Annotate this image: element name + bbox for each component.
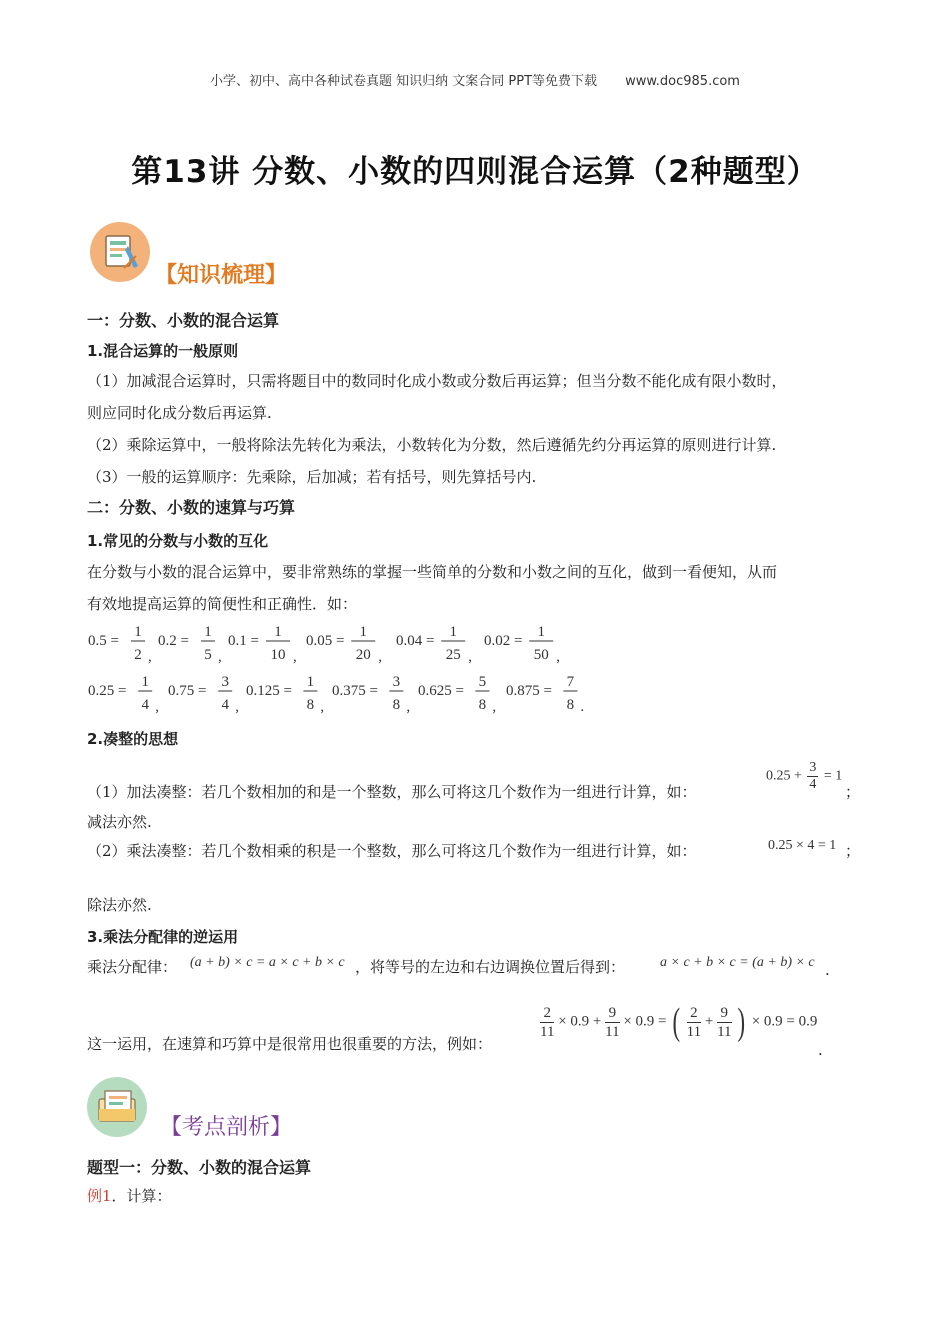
- example-equation: [540, 1003, 817, 1041]
- rule-1-line-a: （1）加减混合运算时，只需将题目中的数同时化成小数或分数后再运算；但当分数不能化成有限小数时，: [87, 372, 787, 390]
- example-left-paren: (: [672, 1001, 681, 1043]
- page-title: 第13讲 分数、小数的四则混合运算（2种题型）: [131, 154, 819, 190]
- example-mult-1: × 0.9 +: [558, 1013, 602, 1030]
- conversion-numerator-2-6: 7: [566, 674, 575, 690]
- example-1-text: ．计算：: [111, 1187, 172, 1205]
- conversion-denominator-2-6: 8: [566, 697, 575, 713]
- period-2: .: [818, 1041, 823, 1059]
- conversion-numerator-2-3: 1: [306, 674, 315, 690]
- conversion-decimal-2-4: 0.375 =: [332, 683, 378, 699]
- conversion-numerator-1-5: 1: [449, 624, 457, 640]
- conversion-decimal-2-3: 0.125 =: [246, 683, 292, 699]
- conversion-punct-2-5: ,: [492, 699, 497, 715]
- reversed-distributive-equation: a × c + b × c = (a + b) × c: [660, 955, 815, 970]
- subheading-rounding: 2.凑整的思想: [87, 730, 179, 748]
- conversion-denominator-1-6: 50: [533, 647, 549, 663]
- example-numerator-2: 9: [605, 1004, 619, 1023]
- intro-line-b: 有效地提高运算的简便性和正确性．如：: [87, 595, 358, 613]
- addition-example-equation: [766, 760, 842, 793]
- semicolon-2: ；: [845, 842, 861, 860]
- conversion-decimal-2-1: 0.25 =: [88, 683, 127, 699]
- conversion-denominator-2-4: 8: [392, 697, 401, 713]
- conversion-decimal-1-2: 0.2 =: [158, 633, 189, 649]
- conversion-numerator-1-1: 1: [134, 624, 142, 640]
- example-right-paren: ): [737, 1001, 746, 1043]
- conversion-decimal-1-3: 0.1 =: [228, 633, 259, 649]
- conversion-decimal-1-6: 0.02 =: [484, 633, 523, 649]
- conversion-denominator-2-3: 8: [306, 697, 315, 713]
- addition-rounding-line: （1）加法凑整：若几个数相加的和是一个整数，那么可将这几个数作为一组进行计算，如：: [87, 783, 697, 801]
- conversion-denominator-1-1: 2: [134, 647, 142, 663]
- conversion-punct-2-3: ,: [320, 699, 325, 715]
- conversion-numerator-1-3: 1: [274, 624, 282, 640]
- header-url[interactable]: www.doc985.com: [625, 74, 740, 89]
- conversion-decimal-1-1: 0.5 =: [88, 633, 119, 649]
- distributive-equation: (a + b) × c = a × c + b × c: [190, 955, 345, 970]
- conversion-punct-1-1: ,: [148, 649, 152, 665]
- conversion-numerator-2-1: 1: [141, 674, 149, 690]
- conversion-numerator-2-5: 5: [478, 674, 487, 690]
- multiplication-example-equation: 0.25 × 4 = 1: [768, 838, 837, 853]
- conversion-numerator-2-4: 3: [392, 674, 401, 690]
- conversion-decimal-2-6: 0.875 =: [506, 683, 552, 699]
- add-eq-right: = 1: [823, 768, 843, 784]
- example-1-line: [87, 1186, 172, 1206]
- conversion-decimal-1-4: 0.05 =: [306, 633, 345, 649]
- example-denominator-4: 11: [717, 1023, 732, 1040]
- conversion-punct-2-4: ,: [406, 699, 411, 715]
- semicolon-1: ；: [845, 783, 861, 801]
- rule-3: （3）一般的运算顺序：先乘除，后加减；若有括号，则先算括号内.: [87, 468, 537, 486]
- distributive-middle-text: ，将等号的左边和右边调换位置后得到：: [355, 958, 626, 976]
- section-heading-knowledge: 【知识梳理】: [155, 263, 288, 288]
- conversion-decimal-1-5: 0.04 =: [396, 633, 435, 649]
- conversion-punct-1-2: ,: [218, 649, 222, 665]
- question-type-1-title: 题型一：分数、小数的混合运算: [87, 1158, 312, 1177]
- section-heading-analysis: 【考点剖析】: [160, 1115, 293, 1140]
- example-numerator-1: 2: [540, 1004, 554, 1023]
- conversion-numerator-2-2: 3: [221, 674, 229, 690]
- conversion-numerator-1-4: 1: [359, 624, 367, 640]
- header-text: 小学、初中、高中各种试卷真题 知识归纳 文案合同 PPT等免费下载: [210, 74, 598, 89]
- conversion-punct-1-3: ,: [293, 649, 297, 665]
- add-eq-numerator: 3: [809, 760, 817, 775]
- rule-1-line-b: 则应同时化成分数后再运算.: [87, 404, 272, 422]
- usage-line: 这一运用，在速算和巧算中是很常用也很重要的方法，例如：: [87, 1035, 493, 1053]
- conversion-denominator-1-4: 20: [355, 647, 371, 663]
- distributive-label: 乘法分配律：: [87, 958, 178, 976]
- part2-title: 二：分数、小数的速算与巧算: [87, 498, 296, 517]
- conversion-punct-2-1: ,: [155, 699, 159, 715]
- conversion-denominator-1-2: 5: [204, 647, 212, 663]
- conversion-punct-2-6: .: [580, 699, 585, 715]
- subtraction-note: 减法亦然.: [87, 813, 152, 831]
- rule-2: （2）乘除运算中，一般将除法先转化为乘法，小数转化为分数，然后遵循先约分再运算的原则进行计算.: [87, 436, 777, 454]
- add-eq-left: 0.25 +: [766, 768, 802, 784]
- conversion-punct-2-2: ,: [235, 699, 239, 715]
- conversion-decimal-2-5: 0.625 =: [418, 683, 464, 699]
- example-1-label: 例1: [87, 1187, 112, 1205]
- example-plus: +: [704, 1013, 714, 1030]
- conversion-denominator-2-5: 8: [478, 697, 487, 713]
- part1-title: 一：分数、小数的混合运算: [87, 311, 280, 330]
- example-numerator-3: 2: [687, 1004, 701, 1023]
- subheading-principles: 1.混合运算的一般原则: [87, 342, 239, 360]
- multiplication-rounding-line: （2）乘法凑整：若几个数相乘的积是一个整数，那么可将这几个数作为一组进行计算，如：: [87, 842, 697, 860]
- example-end: × 0.9 = 0.9: [751, 1013, 818, 1030]
- conversion-decimal-2-2: 0.75 =: [168, 683, 207, 699]
- example-mult-2: × 0.9 =: [623, 1013, 667, 1030]
- subheading-conversions: 1.常见的分数与小数的互化: [87, 532, 269, 550]
- division-note: 除法亦然.: [87, 896, 152, 914]
- subheading-distributive: 3.乘法分配律的逆运用: [87, 928, 239, 946]
- conversion-denominator-1-3: 10: [270, 647, 286, 663]
- intro-line-a: 在分数与小数的混合运算中，要非常熟练的掌握一些简单的分数和小数之间的互化，做到一看便知，从而: [87, 563, 778, 581]
- conversion-punct-1-6: ,: [556, 649, 560, 665]
- add-eq-denominator: 4: [809, 777, 817, 792]
- period-1: .: [825, 961, 830, 979]
- conversion-punct-1-4: ,: [378, 649, 382, 665]
- conversion-denominator-2-1: 4: [141, 697, 149, 713]
- conversion-denominator-1-5: 25: [445, 647, 461, 663]
- example-denominator-2: 11: [605, 1023, 620, 1040]
- conversion-numerator-1-6: 1: [537, 624, 545, 640]
- example-denominator-1: 11: [540, 1023, 555, 1040]
- conversion-punct-1-5: ,: [468, 649, 472, 665]
- example-denominator-3: 11: [686, 1023, 702, 1040]
- conversion-denominator-2-2: 4: [221, 697, 229, 713]
- example-numerator-4: 9: [717, 1004, 731, 1023]
- conversion-numerator-1-2: 1: [204, 624, 212, 640]
- analysis-badge-icon: [87, 1077, 147, 1137]
